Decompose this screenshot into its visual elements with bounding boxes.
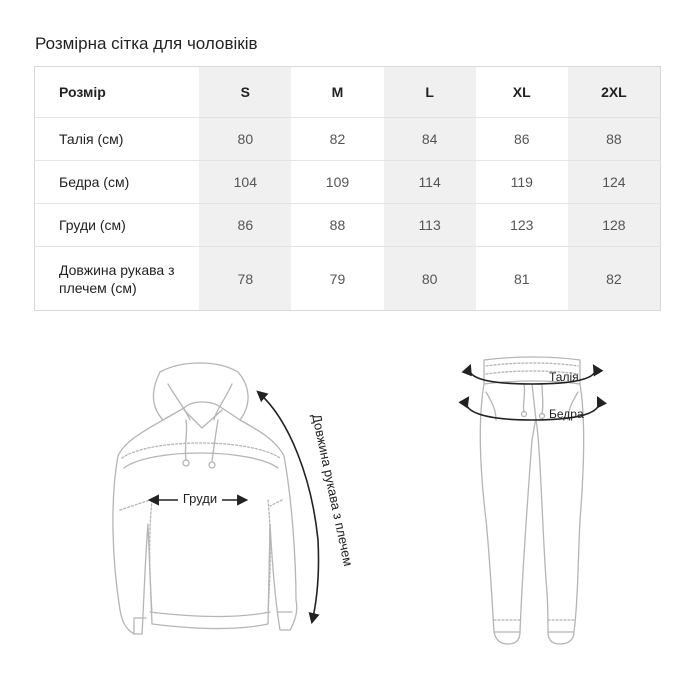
size-header-xl: XL <box>512 84 531 100</box>
sleeve-length-arrow <box>258 392 319 622</box>
table-cell: 114 <box>384 161 476 204</box>
table-cell: 81 <box>476 247 568 311</box>
table-cell: 88 <box>568 118 661 161</box>
row-label: Бедра (см) <box>35 161 200 204</box>
row-label: Груди (см) <box>35 204 200 247</box>
table-cell: 124 <box>568 161 661 204</box>
table-cell: 123 <box>476 204 568 247</box>
header-size-label: Розмір <box>59 84 106 100</box>
table-cell: 80 <box>384 247 476 311</box>
pants-illustration <box>480 357 583 644</box>
row-label: Довжина рукава з плечем (см) <box>35 247 200 311</box>
sleeve-length-label: Довжина рукава з плечем <box>309 412 357 568</box>
table-cell: 113 <box>384 204 476 247</box>
chest-label: Груди <box>182 491 218 506</box>
size-header-s: S <box>199 67 291 118</box>
table-cell: 88 <box>291 204 383 247</box>
table-cell: 80 <box>199 118 291 161</box>
table-cell: 104 <box>199 161 291 204</box>
table-cell: 86 <box>476 118 568 161</box>
table-cell: 78 <box>199 247 291 311</box>
hips-label: Бедра <box>549 407 584 421</box>
table-cell: 109 <box>291 161 383 204</box>
table-cell: 128 <box>568 204 661 247</box>
table-cell: 84 <box>384 118 476 161</box>
size-header-2xl: 2XL <box>568 67 661 118</box>
row-label: Талія (см) <box>35 118 200 161</box>
size-header-m: M <box>331 84 344 100</box>
table-cell: 119 <box>476 161 568 204</box>
page-title: Розмірна сітка для чоловіків <box>35 34 258 53</box>
table-cell: 86 <box>199 204 291 247</box>
table-cell: 82 <box>568 247 661 311</box>
table-cell: 82 <box>291 118 383 161</box>
table-cell: 79 <box>291 247 383 311</box>
waist-label: Талія <box>549 370 579 384</box>
size-header-l: L <box>384 67 476 118</box>
